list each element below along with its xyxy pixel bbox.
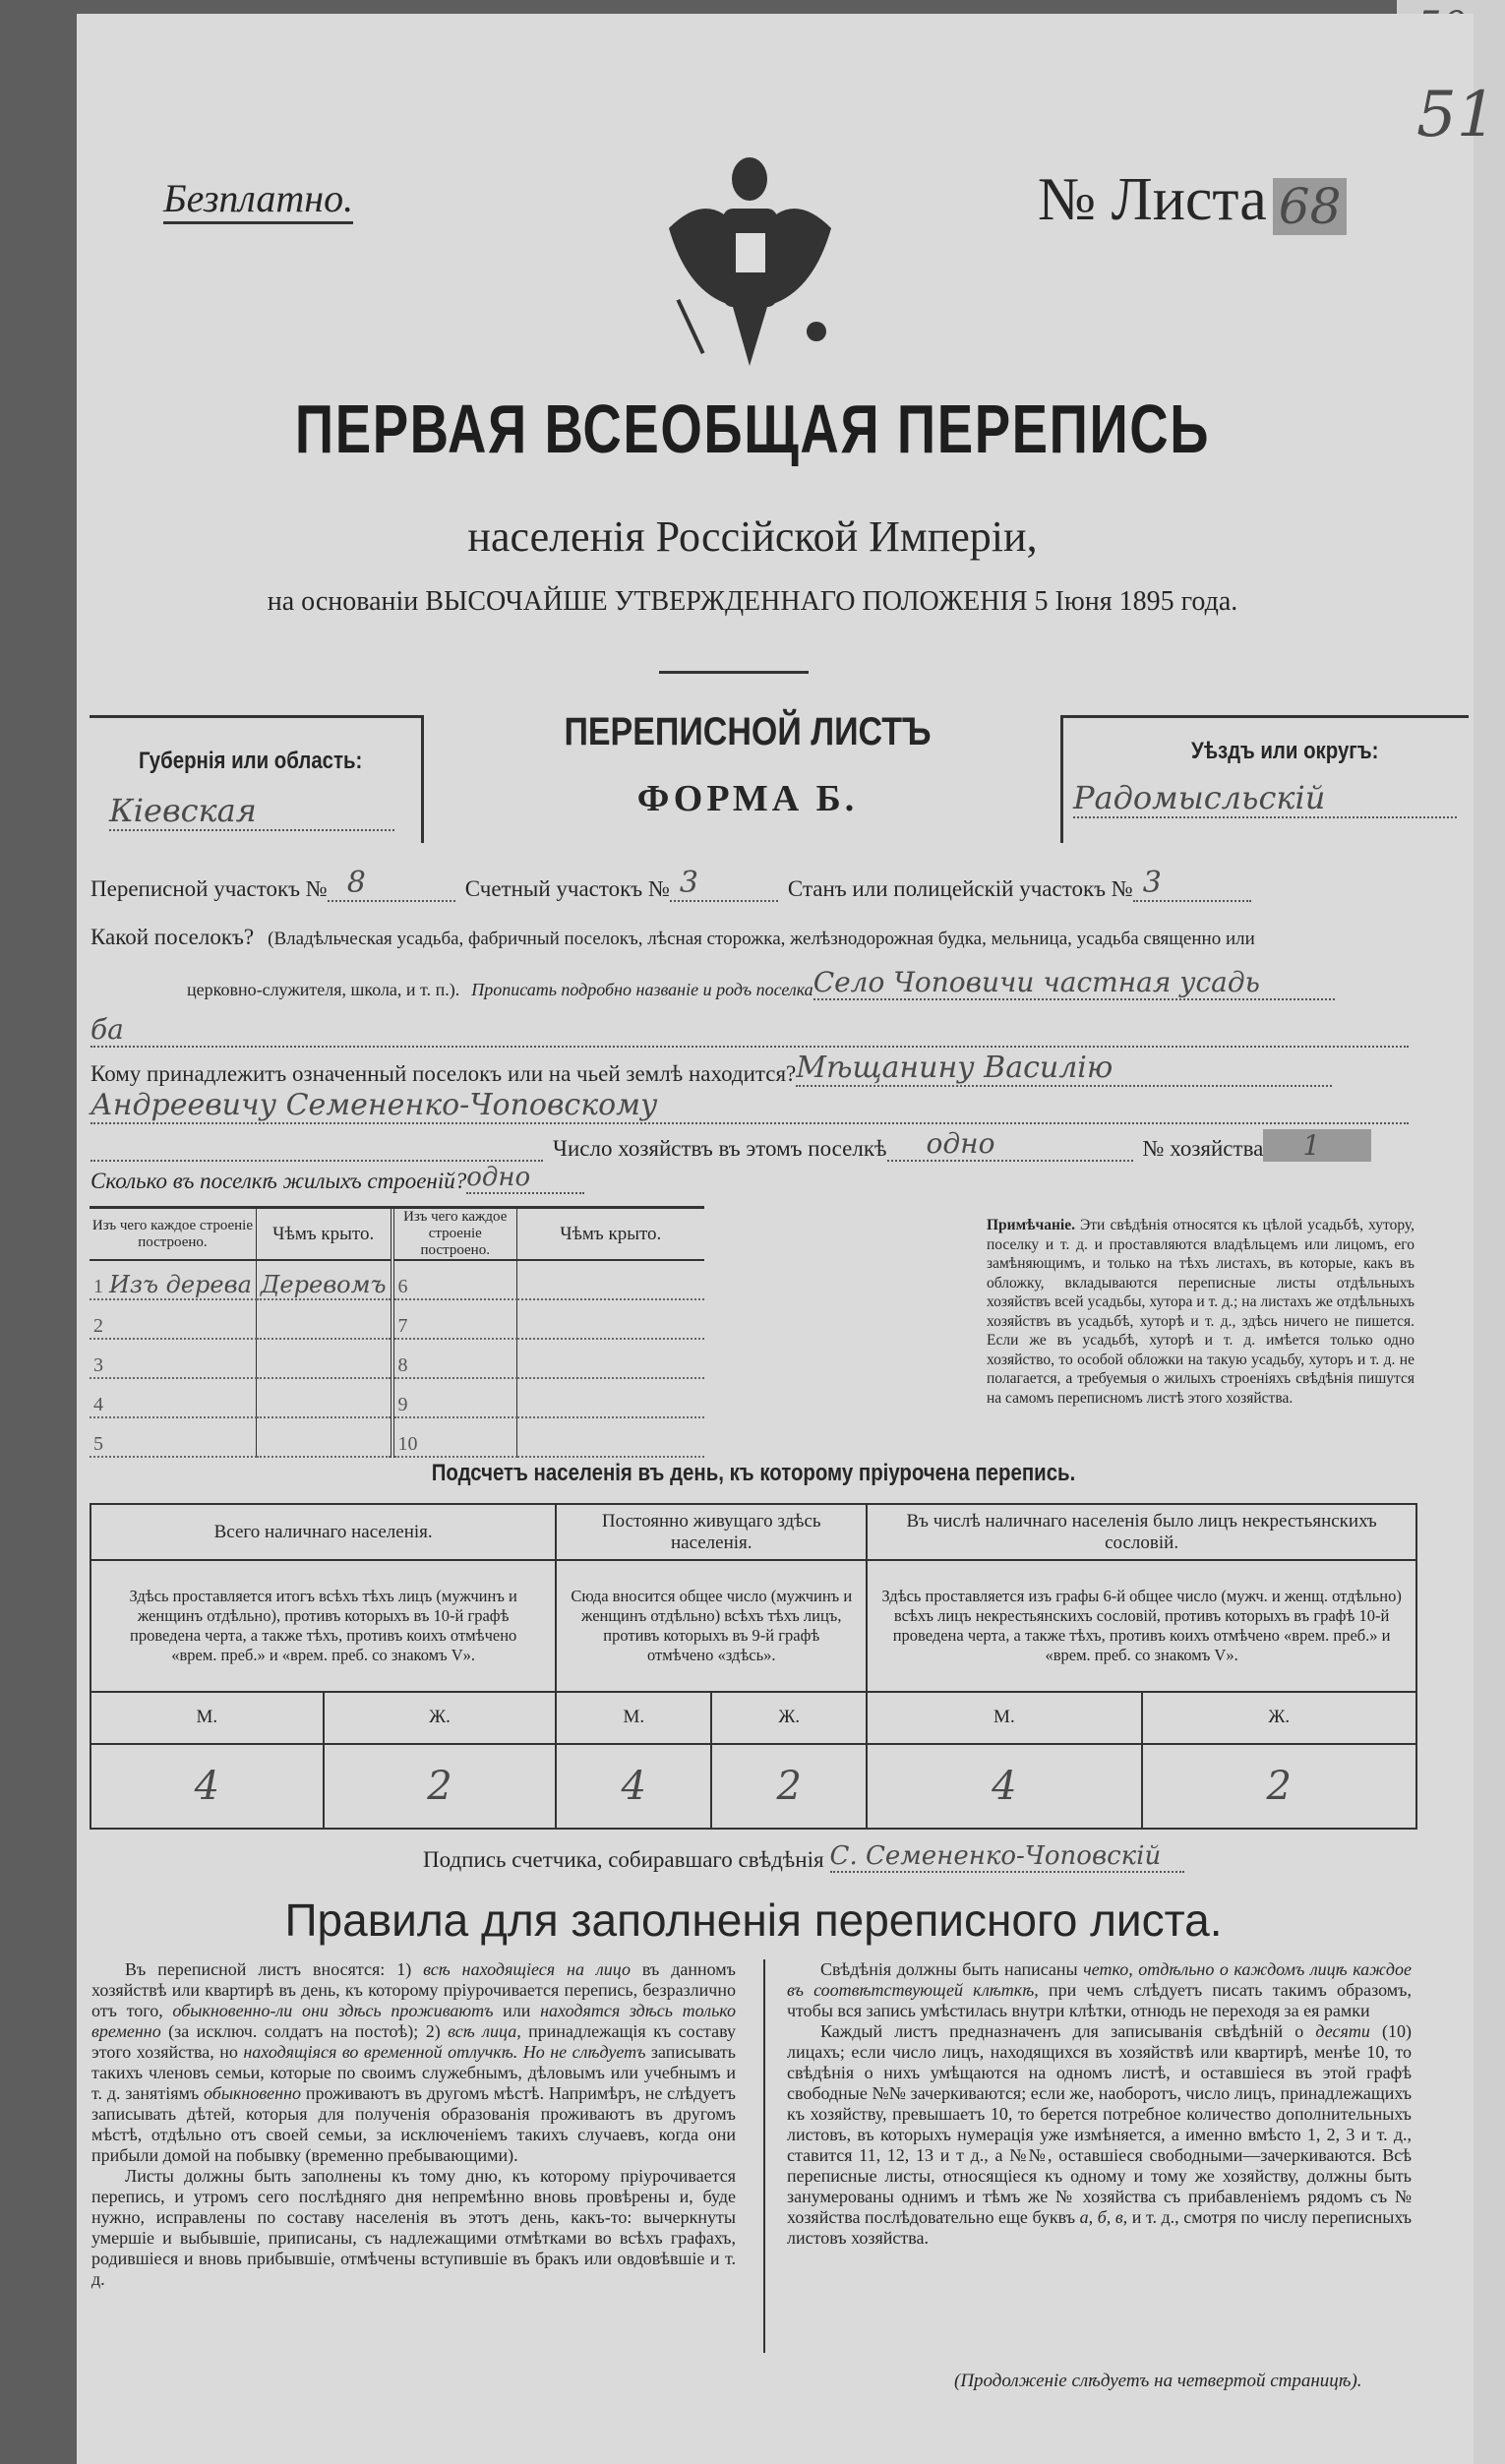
free-label: Безплатно. (163, 175, 353, 224)
owner-value[interactable]: Мѣщанину Василію (796, 1051, 1332, 1087)
settlement-line-3 (90, 1013, 1409, 1048)
police-area-label: Станъ или полицейскій участокъ № (787, 876, 1133, 901)
cell-roof[interactable] (256, 1339, 391, 1378)
areas-line (90, 866, 1251, 902)
buildings-line (90, 1163, 584, 1194)
population-col-desc: Здѣсь проставляется изъ графы 6-й общее число (мужч. и женщ. отдѣльно) всѣхъ лицъ некрестьянскихъ сословій, противъ которыхъ въ графѣ 10-й проведена черта, а также тѣхъ, противъ коихъ отмѣчено «врем. преб.» и «врем. преб. со знакомъ V». (867, 1560, 1416, 1691)
province-box (90, 715, 424, 843)
owner-line-2 (90, 1088, 1409, 1124)
row-number: 9 (397, 1394, 408, 1415)
signature-line (423, 1841, 1184, 1873)
cell-value: Деревомъ (260, 1271, 387, 1298)
text-segment: Въ переписной листъ вносятся: 1) (125, 1959, 424, 1979)
female-header: Ж. (324, 1692, 557, 1744)
table-row (90, 1378, 704, 1417)
note-text: Эти свѣдѣнія относятся къ цѣлой усадьбѣ, хутору, поселку и т. д. и проставляются владѣльцемъ или лицомъ, его замѣняющимъ, и только на тѣхъ листахъ, въ которые, какъ въ обложку, вкладываются переписные листы отдѣльныхъ хозяйствъ всей усадьбы, хутора и т. д.; на листахъ же отдѣльныхъ хозяйствъ въ усадьбѣ, хуторѣ и т. д., здѣсь ничего не пишется. Если же въ усадьбѣ, хуторѣ и т. д. имѣется только одно хозяйство, то особой обложки на такую усадьбу, хуторъ и т. д. не полагается, а требуемыя о жилыхъ строеніяхъ свѣдѣнія пишутся на самомъ переписномъ листѣ этого хозяйства. (987, 1217, 1415, 1407)
blank-line (90, 1142, 543, 1162)
rules-paragraph (787, 2021, 1412, 2249)
text-segment: а, б, в, (1079, 2207, 1128, 2227)
text-segment: всѣ лица, (448, 2021, 521, 2041)
male-header: М. (90, 1692, 324, 1744)
sheet-number-label: № Листа (1038, 166, 1267, 233)
male-count[interactable]: 4 (867, 1744, 1141, 1829)
cell-material[interactable] (90, 1260, 256, 1299)
cell-roof[interactable] (517, 1260, 704, 1299)
settlement-line-2 (187, 966, 1335, 1000)
province-value[interactable]: Кіевская (109, 792, 394, 831)
text-segment: и т. д., смотря по числу переписныхъ листовъ хозяйства. (787, 2207, 1413, 2248)
population-col-title: Всего наличнаго населенія. (90, 1504, 556, 1560)
households-line (90, 1127, 1371, 1162)
buildings-table (90, 1206, 704, 1458)
note-heading: Примѣчаніе. (987, 1217, 1075, 1233)
province-label: Губернія или область: (139, 748, 363, 774)
cell-material[interactable] (392, 1260, 517, 1299)
table-row (90, 1692, 1416, 1744)
settlement-hint-2: церковно-служителя, школа, и т. п.). (187, 980, 460, 999)
rules-paragraph (787, 1959, 1412, 2021)
table-row (90, 1560, 1416, 1691)
row-number: 4 (93, 1394, 103, 1415)
table-row (90, 1744, 1416, 1829)
text-segment: четко, отдѣльно о каждомъ лицѣ каждое въ соотвѣтствующей клѣткѣ, (787, 1959, 1413, 2000)
text-segment: Свѣдѣнія должны быть написаны (820, 1959, 1084, 1979)
count-area-label: Счетный участокъ № (464, 876, 670, 901)
household-number-value[interactable]: 1 (1263, 1129, 1371, 1162)
text-segment: записывать такихъ членовъ семьи, которые по своимъ служебнымъ, дѣловымъ или учебнымъ и т. д. занятіямъ (91, 2042, 736, 2103)
population-table (90, 1503, 1417, 1830)
district-label: Уѣздъ или округъ: (1191, 738, 1379, 764)
cell-roof[interactable] (517, 1378, 704, 1417)
male-count[interactable]: 4 (556, 1744, 711, 1829)
cell-material[interactable] (90, 1339, 256, 1378)
note (987, 1216, 1415, 1408)
col-roof-2: Чѣмъ крыто. (517, 1209, 704, 1260)
settlement-value-cont[interactable]: ба (90, 1013, 1409, 1048)
row-number: 3 (93, 1354, 103, 1376)
column-divider (763, 1959, 765, 2353)
male-header: М. (556, 1692, 711, 1744)
continued-note: (Продолженіе слѣдуетъ на четвертой страницѣ). (954, 2371, 1362, 2391)
sheet-number (1038, 165, 1347, 235)
settlement-label: Какой поселокъ? (90, 925, 255, 949)
table-row (90, 1299, 704, 1339)
population-col-desc: Здѣсь проставляется итогъ всѣхъ тѣхъ лицъ (мужчинъ и женщинъ отдѣльно), противъ которыхъ въ 10-й графѣ проведена черта, а также тѣхъ, противъ коихъ отмѣчено «врем. преб.» и «врем. преб. со знакомъ V». (90, 1560, 556, 1691)
text-segment: Каждый листъ предназначенъ для записыванія свѣдѣній о (820, 2021, 1316, 2041)
owner-label: Кому принадлежитъ означенный поселокъ или на чьей землѣ находится? (90, 1061, 797, 1086)
text-segment: Листы должны быть заполнены къ тому дню, къ которому пріурочивается перепись, и утромъ сего послѣдняго дня непремѣнно вновь провѣрены и, буде нужно, исправлены по составу населенія въ этотъ день, какъ-то: вычеркнуты умершіе и выбывшіе, приписаны, съ надлежащими отмѣтками во всѣхъ графахъ, родившіеся и вновь прибывшіе, отмѣчены вступившіе въ бракъ или овдовѣвшіе и т. д. (91, 2166, 736, 2289)
female-count[interactable]: 2 (1142, 1744, 1416, 1829)
population-col-title: Въ числѣ наличнаго населенія было лицъ некрестьянскихъ сословій. (867, 1504, 1416, 1560)
cell-value: Изъ дерева (109, 1271, 252, 1298)
text-segment: принадлежащія къ составу этого хозяйства, но (91, 2021, 737, 2062)
cell-roof[interactable] (256, 1417, 391, 1457)
cell-material[interactable] (392, 1339, 517, 1378)
female-header: Ж. (1142, 1692, 1416, 1744)
text-segment: обыкновенно (204, 2083, 302, 2103)
text-segment: обыкновенно-ли они здѣсь проживаютъ (172, 2001, 494, 2020)
owner-line (90, 1051, 1332, 1087)
table-row (90, 1417, 704, 1457)
sheet-number-value: 68 (1273, 178, 1348, 235)
female-count[interactable]: 2 (711, 1744, 867, 1829)
male-header: М. (867, 1692, 1141, 1744)
text-segment: проживаютъ въ другомъ мѣстѣ. Напримѣръ, не слѣдуетъ записывать дѣтей, которыя для полученія образованія проживаютъ въ другомъ мѣстѣ, отдѣльно отъ своей семьи, за исключеніемъ такихъ случаевъ, когда они прибыли домой на побывку (временно пребывающими). (91, 2083, 736, 2165)
buildings-value[interactable]: одно (466, 1163, 584, 1194)
divider (659, 671, 809, 674)
households-value[interactable]: одно (887, 1127, 1133, 1162)
settlement-line (90, 925, 1255, 950)
text-segment: десяти (1315, 2021, 1370, 2041)
subtitle: населенія Россійской Имперіи, (467, 512, 1038, 561)
legal-basis: на основаніи ВЫСОЧАЙШЕ УТВЕРЖДЕННАГО ПОЛОЖЕНІЯ 5 Іюня 1895 года. (267, 586, 1238, 617)
text-segment: находятся здѣсь только временно (91, 2001, 737, 2041)
male-count[interactable]: 4 (90, 1744, 324, 1829)
text-segment: всѣ находящіеся на лицо (423, 1959, 631, 1979)
census-area-label: Переписной участокъ № (90, 876, 328, 901)
cell-material[interactable] (90, 1378, 256, 1417)
row-number: 7 (397, 1315, 408, 1337)
text-segment: находящіяся во временной отлучкѣ. Но не слѣдуетъ (243, 2042, 646, 2062)
police-area-value[interactable]: 3 (1133, 866, 1251, 902)
count-area-value[interactable]: 3 (670, 866, 778, 902)
row-number: 2 (93, 1315, 103, 1337)
cell-roof[interactable] (256, 1299, 391, 1339)
cell-roof[interactable] (517, 1339, 704, 1378)
form-type: ФОРМА Б. (636, 778, 859, 819)
cell-roof[interactable] (517, 1299, 704, 1339)
table-row (90, 1504, 1416, 1560)
cell-material[interactable] (90, 1299, 256, 1339)
district-value[interactable]: Радомысльскій (1073, 779, 1457, 818)
settlement-hint-3: Прописать подробно названіе и родъ поселка (471, 980, 813, 999)
rules-heading: Правила для заполненія переписного листа. (284, 1894, 1223, 1946)
text-segment: (за исключ. солдатъ на постоѣ); 2) (160, 2021, 449, 2041)
main-title: ПЕРВАЯ ВСЕОБЩАЯ ПЕРЕПИСЬ (294, 391, 1211, 467)
col-material-2: Изъ чего каждое строеніе построено. (392, 1209, 517, 1260)
census-area-value[interactable]: 8 (328, 866, 455, 902)
population-col-desc: Сюда вносится общее число (мужчинъ и женщинъ отдѣльно) всѣхъ тѣхъ лицъ, противъ которыхъ въ 9-й графѣ отмѣчено «здѣсь». (556, 1560, 867, 1691)
female-header: Ж. (711, 1692, 867, 1744)
buildings-label: Сколько въ поселкѣ жилыхъ строеній? (90, 1169, 467, 1193)
population-col-title: Постоянно живущаго здѣсь населенія. (556, 1504, 867, 1560)
cell-roof[interactable] (256, 1260, 391, 1299)
district-box (1060, 715, 1469, 843)
rules-right-column (787, 1959, 1412, 2249)
row-number: 5 (93, 1433, 103, 1455)
row-number: 8 (397, 1354, 408, 1376)
rules-left-column (91, 1959, 736, 2290)
cell-material[interactable] (90, 1417, 256, 1457)
rules-paragraph (91, 2166, 736, 2290)
page-number: 51 (1416, 79, 1497, 151)
signature-label: Подпись счетчика, собиравшаго свѣдѣнія (423, 1847, 824, 1872)
text-segment: (10) лицахъ; если число лицъ, находящихся въ хозяйствѣ или квартирѣ, менѣе 10, то свѣдѣнія о нихъ умѣщаются на одномъ листѣ, и оставшіеся въ этой графѣ свободные №№ зачеркиваются; если же, наоборотъ, число лицъ, принадлежащихъ къ хозяйству, превышаетъ 10, то берется потребное количество дополнительныхъ листовъ, въ которыхъ нумерація уже измѣняется, а именно вмѣсто 1, 2, 3 и т. д., ставится 11, 12, 13 и т д., а №№, оставшіеся свободными—зачеркиваются. Всѣ переписные листы, относящіеся къ одному и тому же хозяйству, должны быть занумерованы однимъ и тѣмъ же № хозяйства съ прибавленіемъ рядомъ съ № хозяйства послѣдовательно еще буквъ (787, 2021, 1412, 2227)
owner-value-cont[interactable]: Андреевичу Семененко-Чоповскому (90, 1088, 1409, 1124)
table-row (90, 1339, 704, 1378)
text-segment: въ данномъ хозяйствѣ или квартирѣ въ день, къ которому пріурочивается перепись, безразлично отъ того, (91, 1959, 736, 2020)
settlement-hint: (Владѣльческая усадьба, фабричный поселокъ, лѣсная сторожка, желѣзнодорожная будка, мельница, усадьба священно или (268, 929, 1255, 949)
imperial-eagle-emblem (649, 140, 851, 371)
household-number-label: № хозяйства (1142, 1136, 1264, 1161)
row-number: 1 (93, 1276, 103, 1297)
text-segment: или (493, 2001, 541, 2020)
col-roof: Чѣмъ крыто. (256, 1209, 391, 1260)
female-count[interactable]: 2 (324, 1744, 557, 1829)
cell-roof[interactable] (517, 1417, 704, 1457)
settlement-value[interactable]: Село Чоповичи частная усадь (813, 966, 1335, 1000)
cell-material[interactable] (392, 1417, 517, 1457)
cell-material[interactable] (392, 1378, 517, 1417)
text-segment: при чемъ слѣдуетъ писать такимъ образомъ, чтобы вся запись умѣстилась внутри клѣтки, отнюдь не переходя за ея рамки (787, 1980, 1412, 2020)
households-label: Число хозяйствъ въ этомъ поселкѣ (553, 1136, 887, 1161)
population-heading: Подсчетъ населенія въ день, къ которому пріурочена перепись. (431, 1460, 1076, 1486)
row-number: 6 (397, 1276, 408, 1297)
rules-paragraph (91, 1959, 736, 2166)
form-name: ПЕРЕПИСНОЙ ЛИСТЪ (564, 710, 932, 753)
table-row (90, 1260, 704, 1299)
cell-material[interactable] (392, 1299, 517, 1339)
row-number: 10 (397, 1433, 418, 1455)
signature-value[interactable]: С. Семененко-Чоповскій (830, 1841, 1184, 1873)
cell-roof[interactable] (256, 1378, 391, 1417)
col-material: Изъ чего каждое строеніе построено. (90, 1209, 256, 1260)
